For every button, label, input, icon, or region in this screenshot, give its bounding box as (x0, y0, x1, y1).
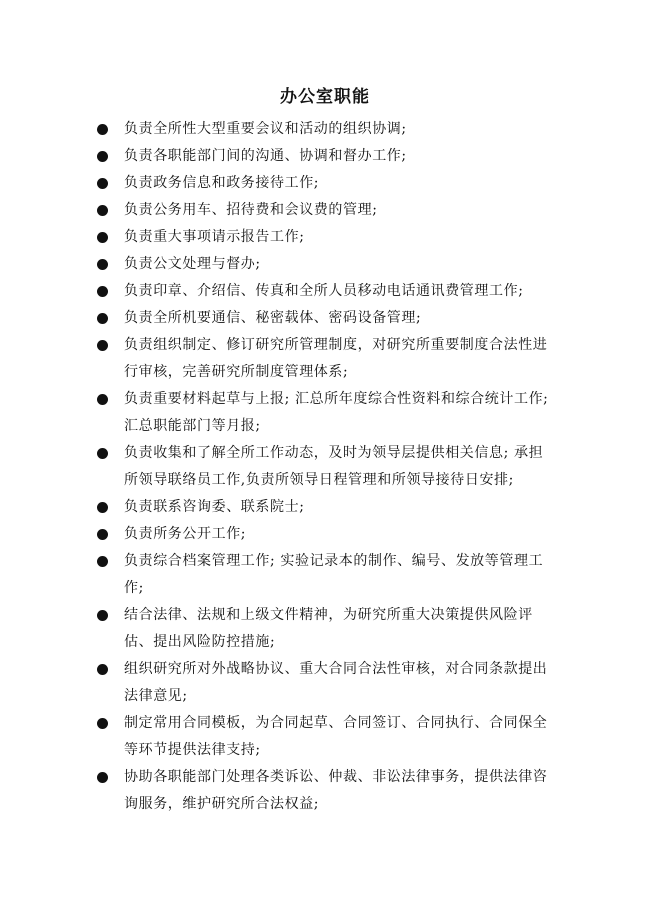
bullet-icon (97, 340, 108, 351)
bullet-icon (97, 259, 108, 270)
list-item-text: 负责印章、介绍信、传真和全所人员移动电话通讯费管理工作; (124, 283, 524, 299)
list-item-text: 负责重大事项请示报告工作; (124, 229, 305, 245)
list-item (0, 170, 554, 197)
list-item-text: 组织研究所对外战略协议、重大合同合法性审核，对合同条款提出法律意见; (124, 661, 548, 704)
bullet-icon (97, 556, 108, 567)
list-item (0, 116, 554, 143)
bullet-icon (97, 529, 108, 540)
list-item-text: 负责公文处理与督办; (124, 256, 261, 272)
list-item (0, 548, 554, 602)
bullet-icon (97, 286, 108, 297)
list-item-text: 负责联系咨询委、联系院士; (124, 499, 305, 515)
list-item (0, 332, 554, 386)
bullet-icon (97, 394, 108, 405)
list-item-text: 负责所务公开工作; (124, 526, 247, 542)
bullet-icon (97, 151, 108, 162)
list-item (0, 602, 554, 656)
bullet-icon (97, 232, 108, 243)
list-item (0, 764, 554, 818)
bullet-icon (97, 448, 108, 459)
list-item-text: 负责收集和了解全所工作动态，及时为领导层提供相关信息; 承担所领导联络员工作,负责所领导日程管理和所领导接待日安排; (124, 445, 544, 488)
page-title: 办公室职能 (280, 87, 370, 107)
bullet-icon (97, 502, 108, 513)
list-item (0, 305, 554, 332)
bullet-icon (97, 772, 108, 783)
bullet-icon (97, 313, 108, 324)
list-item (0, 440, 554, 494)
list-item-text: 负责组织制定、修订研究所管理制度，对研究所重要制度合法性进行审核，完善研究所制度管理体系; (124, 337, 548, 380)
list-item (0, 521, 554, 548)
list-item-text: 负责全所机要通信、秘密载体、密码设备管理; (124, 310, 422, 326)
bullet-icon (97, 718, 108, 729)
list-item-text: 制定常用合同模板，为合同起草、合同签订、合同执行、合同保全等环节提供法律支持; (124, 715, 548, 758)
list-item-text: 负责公务用车、招待费和会议费的管理; (124, 202, 378, 218)
bullet-icon (97, 664, 108, 675)
list-item (0, 656, 554, 710)
bullet-icon (97, 178, 108, 189)
bullet-icon (97, 124, 108, 135)
list-item-text: 负责全所性大型重要会议和活动的组织协调; (124, 121, 407, 137)
list-item (0, 386, 554, 440)
bullet-icon (97, 610, 108, 621)
duty-list (0, 116, 650, 818)
list-item-text: 结合法律、法规和上级文件精神，为研究所重大决策提供风险评估、提出风险防控措施; (124, 607, 533, 650)
list-item-text: 负责综合档案管理工作; 实验记录本的制作、编号、发放等管理工作; (124, 553, 544, 596)
list-item (0, 494, 554, 521)
list-item (0, 224, 554, 251)
bullet-icon (97, 205, 108, 216)
list-item-text: 负责政务信息和政务接待工作; (124, 175, 320, 191)
list-item (0, 710, 554, 764)
list-item-text: 负责重要材料起草与上报; 汇总所年度综合性资料和综合统计工作; 汇总职能部门等月报; (124, 391, 549, 434)
list-item (0, 143, 554, 170)
list-item (0, 278, 554, 305)
list-item-text: 协助各职能部门处理各类诉讼、仲裁、非讼法律事务，提供法律咨询服务，维护研究所合法权益; (124, 769, 548, 812)
list-item (0, 251, 554, 278)
list-item (0, 197, 554, 224)
list-item-text: 负责各职能部门间的沟通、协调和督办工作; (124, 148, 407, 164)
